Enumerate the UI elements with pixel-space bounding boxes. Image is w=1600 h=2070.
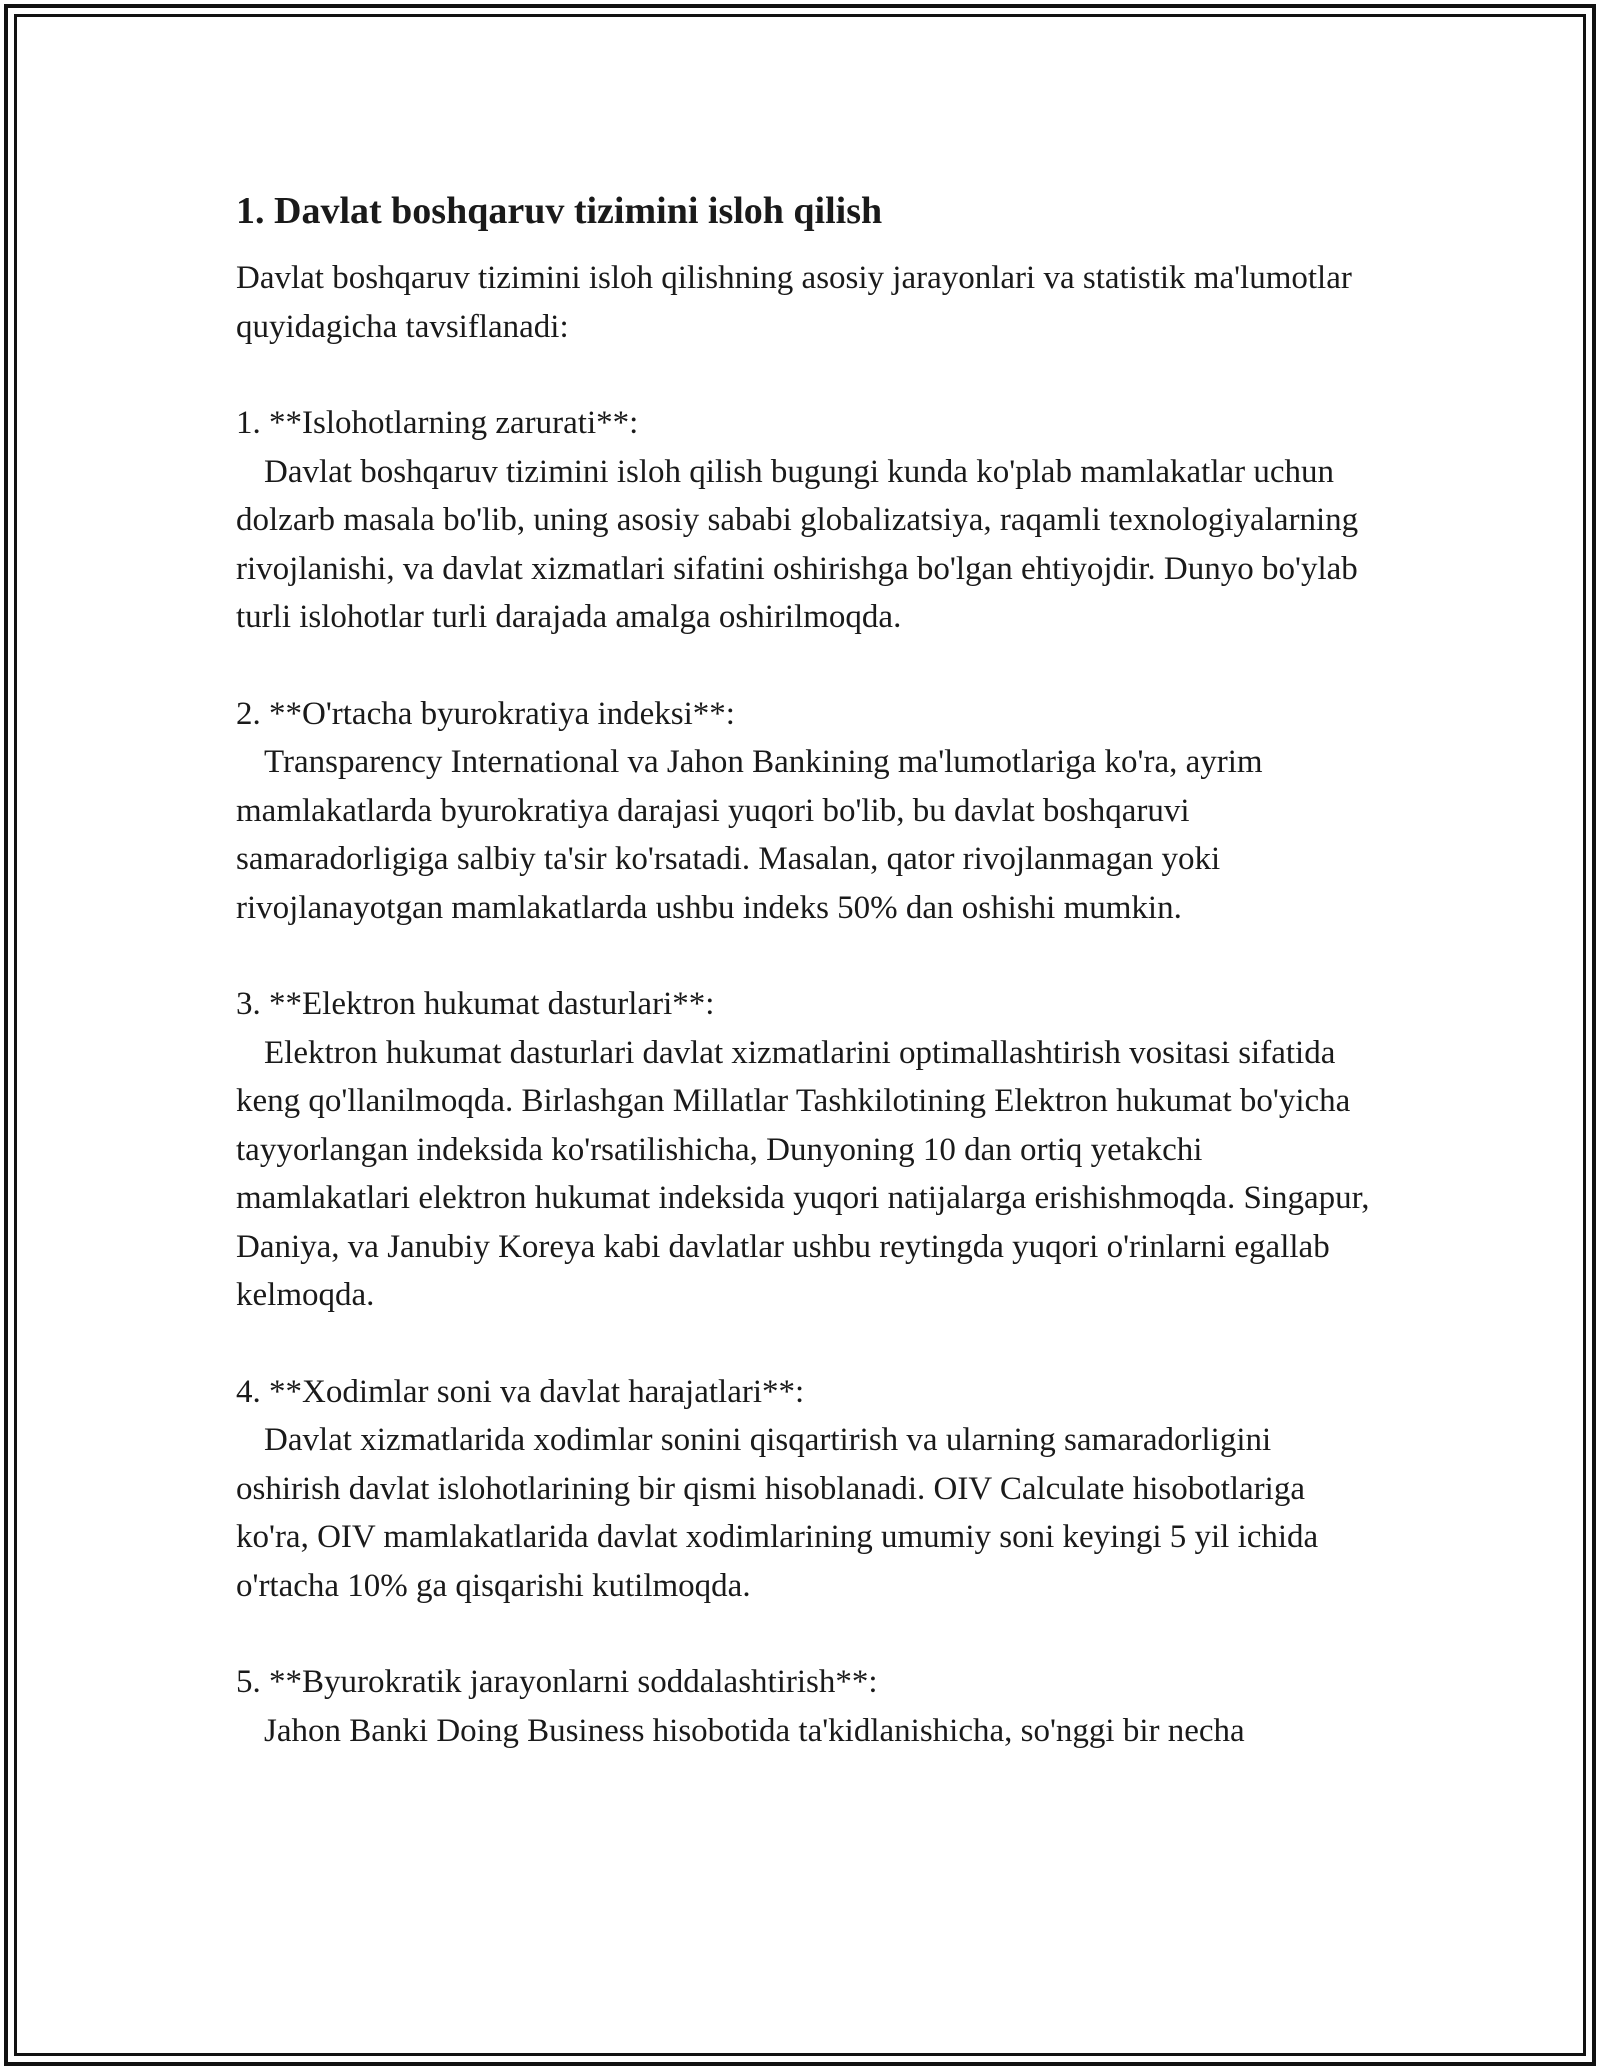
section-body: Davlat xizmatlarida xodimlar sonini qisqartirish va ularning samaradorligini oshirish davlat islohotlarining bir qismi hisoblanadi. OIV Calculate hisobotlariga ko'ra, OIV mamlakatlarida davlat xodimlarining umumiy soni keyingi 5 yil ichida o'rtacha 10% ga qisqarishi kutilmoqda. bbox=[236, 1422, 1319, 1604]
section-title: 1. **Islohotlarning zarurati**: bbox=[236, 405, 639, 441]
section-4 bbox=[236, 1368, 1376, 1611]
section-body: Davlat boshqaruv tizimini isloh qilish bugungi kunda ko'plab mamlakatlar uchun dolzarb masala bo'lib, uning asosiy sababi globalizatsiya, raqamli texnologiyalarning rivojlanishi, va davlat xizmatlari sifatini oshirishga bo'lgan ehtiyojdir. Dunyo bo'ylab turli islohotlar turli darajada amalga oshirilmoqda. bbox=[236, 453, 1359, 635]
section-1 bbox=[236, 399, 1376, 642]
section-3 bbox=[236, 980, 1376, 1320]
section-body: Jahon Banki Doing Business hisobotida ta'kidlanishicha, so'nggi bir necha bbox=[264, 1712, 1245, 1749]
intro-paragraph: Davlat boshqaruv tizimini isloh qilishning asosiy jarayonlari va statistik ma'lumotlar quyidagicha tavsiflanadi: bbox=[236, 260, 1352, 345]
section-title: 4. **Xodimlar soni va davlat harajatlari**: bbox=[236, 1373, 805, 1410]
section-body: Elektron hukumat dasturlari davlat xizmatlarini optimallashtirish vositasi sifatida keng qo'llanilmoqda. Birlashgan Millatlar Tashkilotining Elektron hukumat bo'yicha tayyorlangan indeksida ko'rsatilishicha, Dunyoning 10 dan ortiq yetakchi mamlakatlari elektron hukumat indeksida yuqori natijalarga erishishmoqda. Singapur, Daniya, va Janubiy Koreya kabi davlatlar ushbu reytingda yuqori o'rinlarni egallab kelmoqda. bbox=[236, 1034, 1370, 1313]
section-title: 2. **O'rtacha byurokratiya indeksi**: bbox=[236, 695, 735, 732]
section-body: Transparency International va Jahon Bankining ma'lumotlariga ko'ra, ayrim mamlakatlarda byurokratiya darajasi yuqori bo'lib, bu davlat boshqaruvi samaradorligiga salbiy ta'sir ko'rsatadi. Masalan, qator rivojlanmagan yoki rivojlanayotgan mamlakatlarda ushbu indeks 50% dan oshishi mumkin. bbox=[236, 744, 1263, 926]
section-title: 3. **Elektron hukumat dasturlari**: bbox=[236, 986, 715, 1022]
section-5 bbox=[236, 1658, 1376, 1755]
section-title: 5. **Byurokratik jarayonlarni soddalashtirish**: bbox=[236, 1664, 878, 1700]
document-body bbox=[236, 186, 1376, 1755]
section-2 bbox=[236, 690, 1376, 933]
page-title: 1. Davlat boshqaruv tizimini isloh qilish bbox=[236, 190, 883, 232]
